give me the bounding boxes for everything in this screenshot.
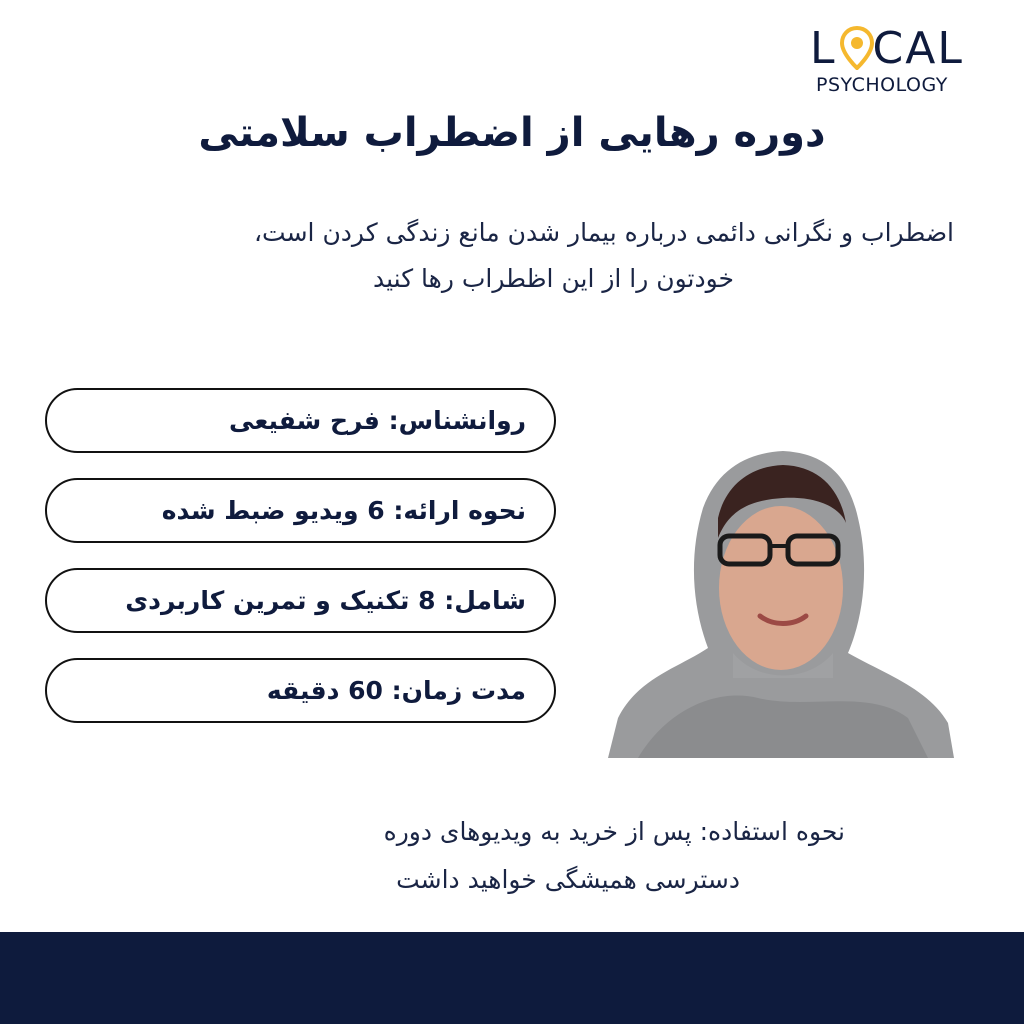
logo-letter-l: L xyxy=(810,23,837,74)
psychologist-photo xyxy=(608,448,954,758)
logo-letters-cal: CAL xyxy=(872,23,964,74)
brand-logo xyxy=(810,24,990,104)
usage-note xyxy=(200,808,845,904)
detail-includes: شامل: 8 تکنیک و تمرین کاربردی xyxy=(45,568,556,633)
usage-line-1: نحوه استفاده: پس از خرید به ویدیوهای دوره xyxy=(383,817,845,846)
detail-psychologist: روانشناس: فرح شفیعی xyxy=(45,388,556,453)
course-description xyxy=(60,210,954,302)
usage-line-2: دسترسی همیشگی خواهید داشت xyxy=(396,865,740,894)
logo-subtitle: PSYCHOLOGY xyxy=(816,74,948,96)
location-pin-icon xyxy=(840,26,874,70)
course-details xyxy=(45,388,560,748)
description-line-1: اضطراب و نگرانی دائمی درباره بیمار شدن مانع زندگی کردن است، xyxy=(253,218,954,247)
page-title: دوره رهایی از اضطراب سلامتی xyxy=(198,110,826,156)
description-line-2: خودتون را از این اظطراب رها کنید xyxy=(373,264,734,293)
detail-delivery: نحوه ارائه: 6 ویدیو ضبط شده xyxy=(45,478,556,543)
detail-duration: مدت زمان: 60 دقیقه xyxy=(45,658,556,723)
logo-wordmark xyxy=(810,24,990,74)
footer-bar xyxy=(0,932,1024,1024)
